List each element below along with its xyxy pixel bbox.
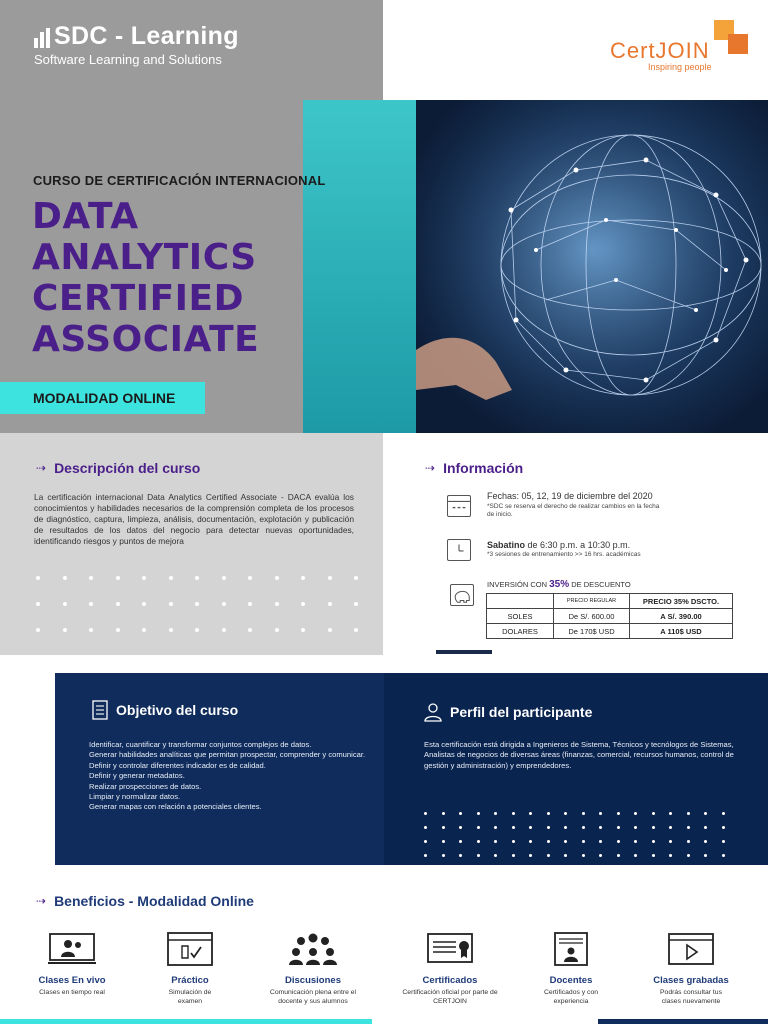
decorative-dot-grid bbox=[36, 576, 358, 632]
decorative-dot bbox=[424, 840, 427, 843]
investment-info: INVERSIÓN CON 35% DE DESCUENTO bbox=[487, 579, 631, 590]
decorative-dot bbox=[599, 854, 602, 857]
decorative-dot bbox=[687, 826, 690, 829]
decorative-dot bbox=[547, 826, 550, 829]
benefit-item: Docentes Certificados y con experiencia bbox=[516, 932, 626, 1006]
list-item: Definir y controlar diferentes indicador es de calidad. bbox=[89, 760, 266, 770]
discussion-icon bbox=[289, 932, 337, 966]
decorative-dot bbox=[89, 576, 93, 580]
decorative-dot bbox=[704, 826, 707, 829]
title-line: ASSOCIATE bbox=[32, 319, 260, 360]
modality-badge: MODALIDAD ONLINE bbox=[0, 382, 205, 414]
checklist-icon bbox=[92, 700, 108, 720]
decorative-dot bbox=[36, 628, 40, 632]
decorative-dot bbox=[652, 854, 655, 857]
decorative-dot bbox=[301, 576, 305, 580]
description-text: La certificación internacional Data Analytics Certified Associate - DACA evalúa los conocimientos y habilidades necesarios de la comprensión completa de los procesos de diagnóstico, captura, limpieza, análisis, documentación, explotación y publicación de resultados de los datos del negocio para detectar nuevas oportunidades, identificando riesgos y puntos de mejora bbox=[34, 492, 354, 546]
benefit-item: Clases En vivo Clases en tiempo real bbox=[17, 932, 127, 998]
decorative-dot bbox=[116, 602, 120, 606]
decorative-dot bbox=[704, 840, 707, 843]
dates-label: Fechas: bbox=[487, 491, 520, 501]
decorative-dot bbox=[195, 576, 199, 580]
decorative-dot bbox=[564, 854, 567, 857]
decorative-dot bbox=[722, 840, 725, 843]
decorative-dot bbox=[634, 812, 637, 815]
decorative-dot bbox=[494, 840, 497, 843]
profile-text: Esta certificación está dirigida a Ingenieros de Sistema, Técnicos y tecnólogos de Sistemas, Analistas de negocios de diversas áreas (finanzas, comercial, recursos humanos, control de gestión y administración) y emprendedores. bbox=[424, 740, 734, 770]
decorative-dot bbox=[582, 854, 585, 857]
decorative-dot bbox=[459, 812, 462, 815]
arrow-icon: ⇢ bbox=[425, 461, 436, 475]
decorative-dot bbox=[275, 628, 279, 632]
decorative-dot bbox=[36, 602, 40, 606]
decorative-dot bbox=[494, 854, 497, 857]
decorative-dot bbox=[547, 840, 550, 843]
bar-chart-icon bbox=[34, 28, 50, 48]
decorative-dot bbox=[328, 602, 332, 606]
decorative-dot bbox=[529, 826, 532, 829]
decorative-dot bbox=[142, 576, 146, 580]
decorative-dot bbox=[36, 576, 40, 580]
decorative-dot bbox=[669, 826, 672, 829]
brand-name: SDC - Learning bbox=[54, 22, 239, 50]
decorative-dot bbox=[222, 602, 226, 606]
table-row: SOLES De S/. 600.00 A S/. 390.00 bbox=[487, 609, 733, 624]
decorative-dot bbox=[512, 840, 515, 843]
decorative-dot bbox=[582, 826, 585, 829]
decorative-dot bbox=[687, 812, 690, 815]
decorative-dot bbox=[63, 602, 67, 606]
decorative-dot bbox=[354, 628, 358, 632]
decorative-dot bbox=[704, 812, 707, 815]
decorative-dot bbox=[424, 854, 427, 857]
decorative-dot bbox=[63, 576, 67, 580]
decorative-dot bbox=[634, 854, 637, 857]
clock-icon bbox=[447, 539, 471, 561]
sdc-logo[interactable] bbox=[34, 22, 239, 51]
decorative-dot bbox=[354, 602, 358, 606]
decorative-dot bbox=[222, 576, 226, 580]
title-line: ANALYTICS bbox=[32, 237, 257, 278]
decorative-dot bbox=[275, 602, 279, 606]
decorative-dot bbox=[169, 628, 173, 632]
decorative-dot bbox=[722, 812, 725, 815]
decorative-dot bbox=[582, 812, 585, 815]
decorative-dot bbox=[529, 840, 532, 843]
decorative-dot bbox=[652, 840, 655, 843]
decorative-dot bbox=[617, 826, 620, 829]
decorative-dot bbox=[529, 812, 532, 815]
list-item: Generar mapas con relación a potenciales clientes. bbox=[89, 802, 262, 812]
decorative-dot bbox=[512, 854, 515, 857]
discount-value: 35% bbox=[549, 579, 570, 590]
dates-value: 05, 12, 19 de diciembre del 2020 bbox=[521, 491, 653, 501]
list-item: Limpiar y normalizar datos. bbox=[89, 792, 181, 802]
decorative-dot bbox=[424, 826, 427, 829]
list-item: Generar habilidades analíticas que permitan prospectar, comprender y comunicar. bbox=[89, 750, 366, 760]
table-row: DOLARES De 170$ USD A 110$ USD bbox=[487, 624, 733, 639]
title-line: CERTIFIED bbox=[32, 278, 245, 319]
decorative-dot bbox=[248, 628, 252, 632]
footer-navy-bar bbox=[598, 1019, 768, 1024]
decorative-dot bbox=[459, 854, 462, 857]
decorative-dot bbox=[494, 812, 497, 815]
decorative-dot bbox=[442, 812, 445, 815]
decorative-dot bbox=[63, 628, 67, 632]
decorative-dot bbox=[634, 840, 637, 843]
practice-icon bbox=[166, 932, 214, 966]
benefit-item: Práctico Simulación de examen bbox=[135, 932, 245, 1006]
partner-tagline: Inspiring people bbox=[648, 62, 712, 72]
decorative-dot bbox=[529, 854, 532, 857]
objective-heading: Objetivo del curso bbox=[92, 700, 238, 720]
decorative-dot bbox=[459, 840, 462, 843]
list-item: Realizar prospecciones de datos. bbox=[89, 781, 202, 791]
decorative-dot bbox=[669, 812, 672, 815]
information-heading: ⇢ Información bbox=[425, 460, 524, 476]
arrow-icon: ⇢ bbox=[36, 894, 47, 908]
divider-bar bbox=[436, 650, 492, 654]
decorative-dot bbox=[442, 854, 445, 857]
decorative-dot bbox=[599, 826, 602, 829]
partner-name: CertJOIN bbox=[610, 38, 710, 63]
table-header-row: PRECIO REGULAR PRECIO 35% DSCTO. bbox=[487, 594, 733, 609]
recorded-class-icon bbox=[667, 932, 715, 966]
decorative-dot bbox=[169, 602, 173, 606]
decorative-dot bbox=[222, 628, 226, 632]
decorative-dot bbox=[669, 854, 672, 857]
decorative-dot bbox=[169, 576, 173, 580]
decorative-dot bbox=[617, 854, 620, 857]
decorative-dot bbox=[652, 812, 655, 815]
footer-teal-bar bbox=[0, 1019, 372, 1024]
decorative-dot bbox=[442, 826, 445, 829]
participant-icon bbox=[424, 702, 442, 722]
benefit-item: Clases grabadas Podrás consultar tus clases nuevamente bbox=[636, 932, 746, 1006]
decorative-dot bbox=[599, 840, 602, 843]
benefits-heading: ⇢ Beneficios - Modalidad Online bbox=[36, 893, 254, 909]
decorative-dot bbox=[547, 812, 550, 815]
decorative-dot bbox=[687, 840, 690, 843]
certjoin-mark-icon bbox=[714, 20, 748, 54]
benefit-item: Certificados Certificación oficial por parte de CERTJOIN bbox=[395, 932, 505, 1006]
decorative-dot bbox=[512, 812, 515, 815]
decorative-dot bbox=[547, 854, 550, 857]
digital-globe-image bbox=[416, 100, 768, 433]
decorative-dot bbox=[564, 812, 567, 815]
decorative-dot bbox=[634, 826, 637, 829]
decorative-dot bbox=[617, 840, 620, 843]
decorative-dot-grid bbox=[424, 812, 725, 857]
decorative-dot bbox=[477, 854, 480, 857]
decorative-dot bbox=[328, 576, 332, 580]
decorative-dot bbox=[301, 602, 305, 606]
decorative-dot bbox=[669, 840, 672, 843]
certjoin-logo[interactable] bbox=[610, 38, 712, 72]
decorative-dot bbox=[248, 576, 252, 580]
decorative-dot bbox=[195, 628, 199, 632]
decorative-dot bbox=[704, 854, 707, 857]
teal-accent-block bbox=[303, 100, 416, 433]
decorative-dot bbox=[442, 840, 445, 843]
title-line: DATA bbox=[32, 196, 139, 237]
decorative-dot bbox=[687, 854, 690, 857]
list-item: Definir y generar metadatos. bbox=[89, 771, 185, 781]
decorative-dot bbox=[89, 602, 93, 606]
decorative-dot bbox=[512, 826, 515, 829]
schedule-note: *3 sesiones de entrenamiento >> 16 hrs. académicas bbox=[487, 551, 641, 558]
price-table bbox=[486, 593, 733, 639]
list-item: Identificar, cuantificar y transformar conjuntos complejos de datos. bbox=[89, 740, 312, 749]
decorative-dot bbox=[328, 628, 332, 632]
decorative-dot bbox=[582, 840, 585, 843]
decorative-dot bbox=[494, 826, 497, 829]
decorative-dot bbox=[301, 628, 305, 632]
brand-subtitle: Software Learning and Solutions bbox=[34, 52, 222, 67]
schedule-info bbox=[487, 540, 717, 559]
live-class-icon bbox=[48, 932, 96, 966]
decorative-dot bbox=[459, 826, 462, 829]
dates-info bbox=[487, 491, 707, 519]
decorative-dot bbox=[722, 854, 725, 857]
decorative-dot bbox=[477, 826, 480, 829]
decorative-dot bbox=[248, 602, 252, 606]
benefit-item: Discusiones Comunicación plena entre el docente y sus alumnos bbox=[258, 932, 368, 1006]
decorative-dot bbox=[116, 628, 120, 632]
decorative-dot bbox=[617, 812, 620, 815]
teacher-icon bbox=[547, 932, 595, 966]
decorative-dot bbox=[354, 576, 358, 580]
decorative-dot bbox=[424, 812, 427, 815]
description-heading: ⇢ Descripción del curso bbox=[36, 460, 201, 476]
decorative-dot bbox=[722, 826, 725, 829]
piggy-bank-icon bbox=[450, 584, 474, 606]
decorative-dot bbox=[195, 602, 199, 606]
decorative-dot bbox=[116, 576, 120, 580]
decorative-dot bbox=[564, 826, 567, 829]
decorative-dot bbox=[142, 628, 146, 632]
decorative-dot bbox=[477, 840, 480, 843]
decorative-dot bbox=[652, 826, 655, 829]
decorative-dot bbox=[275, 576, 279, 580]
decorative-dot bbox=[89, 628, 93, 632]
objective-list bbox=[89, 740, 369, 813]
certificate-icon bbox=[426, 932, 474, 966]
decorative-dot bbox=[477, 812, 480, 815]
dates-note: *SDC se reserva el derecho de realizar cambios en la fecha de inicio. bbox=[487, 503, 660, 518]
course-title bbox=[32, 196, 259, 360]
schedule-value: de 6:30 p.m. a 10:30 p.m. bbox=[527, 540, 631, 550]
calendar-icon bbox=[447, 495, 471, 517]
course-kicker: CURSO DE CERTIFICACIÓN INTERNACIONAL bbox=[33, 173, 326, 188]
decorative-dot bbox=[564, 840, 567, 843]
decorative-dot bbox=[599, 812, 602, 815]
schedule-label: Sabatino bbox=[487, 540, 526, 550]
arrow-icon: ⇢ bbox=[36, 461, 47, 475]
decorative-dot bbox=[142, 602, 146, 606]
profile-heading: Perfil del participante bbox=[424, 702, 592, 722]
